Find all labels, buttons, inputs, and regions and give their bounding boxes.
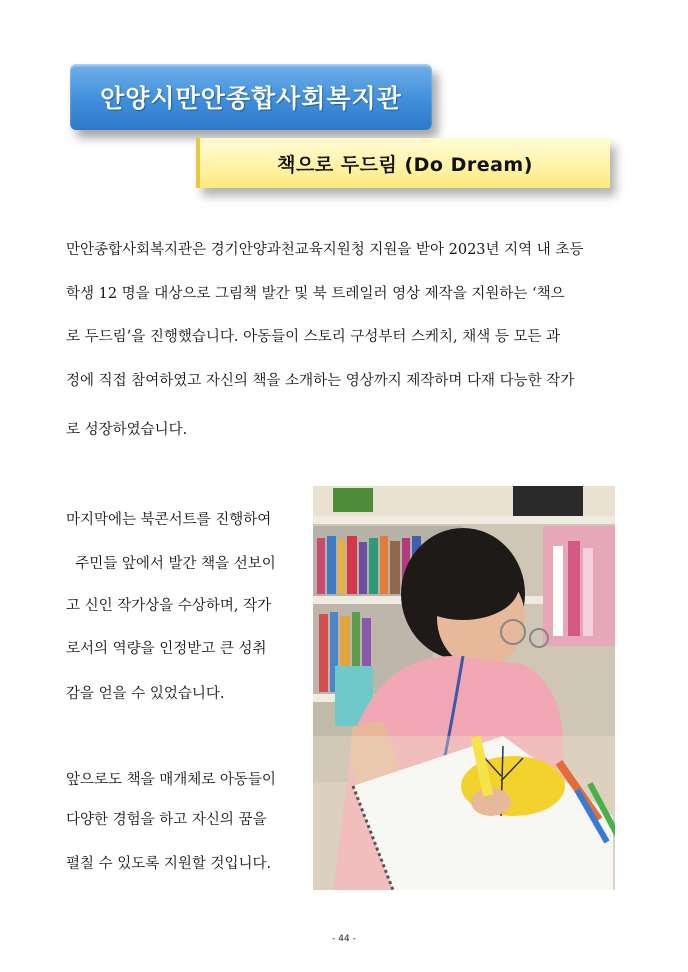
concert-line: 마지막에는 북콘서트를 진행하여 [66,512,272,528]
concert-line: 감을 얻을 수 있었습니다. [66,686,225,702]
concert-paragraph [66,508,296,708]
page-number: - 44 - [332,934,356,944]
future-line: 다양한 경험을 하고 자신의 꿈을 [66,812,267,828]
page-subtitle: 책으로 두드림 (Do Dream) [277,153,533,176]
intro-line: 로 성장하였습니다. [66,422,188,438]
subtitle-banner [196,138,610,188]
concert-line: 로서의 역량을 인정받고 큰 성취 [66,641,267,657]
future-line: 앞으로도 책을 매개체로 아동들이 [66,772,276,788]
child-drawing-photo [313,486,615,890]
page-title: 안양시만안종합사회복지관 [100,84,402,113]
intro-line: 만안종합사회복지관은 경기안양과천교육지원청 지원을 받아 2023년 지역 내 초등 [66,242,584,258]
intro-line: 로 두드림’을 진행했습니다. 아동들이 스토리 구성부터 스케치, 채색 등 모든 과 [66,329,561,345]
intro-line: 학생 12 명을 대상으로 그림책 발간 및 북 트레일러 영상 제작을 지원하는 ‘책으 [66,286,565,302]
future-line: 펼칠 수 있도록 지원할 것입니다. [66,856,272,872]
intro-paragraph [66,238,632,438]
intro-line: 정에 직접 참여하였고 자신의 책을 소개하는 영상까지 제작하며 다재 다능한 작가 [66,373,575,389]
concert-line: 주민들 앞에서 발간 책을 선보이 [66,556,276,572]
title-banner [70,64,432,130]
concert-line: 고 신인 작가상을 수상하며, 작가 [66,598,272,614]
future-paragraph [66,768,296,888]
